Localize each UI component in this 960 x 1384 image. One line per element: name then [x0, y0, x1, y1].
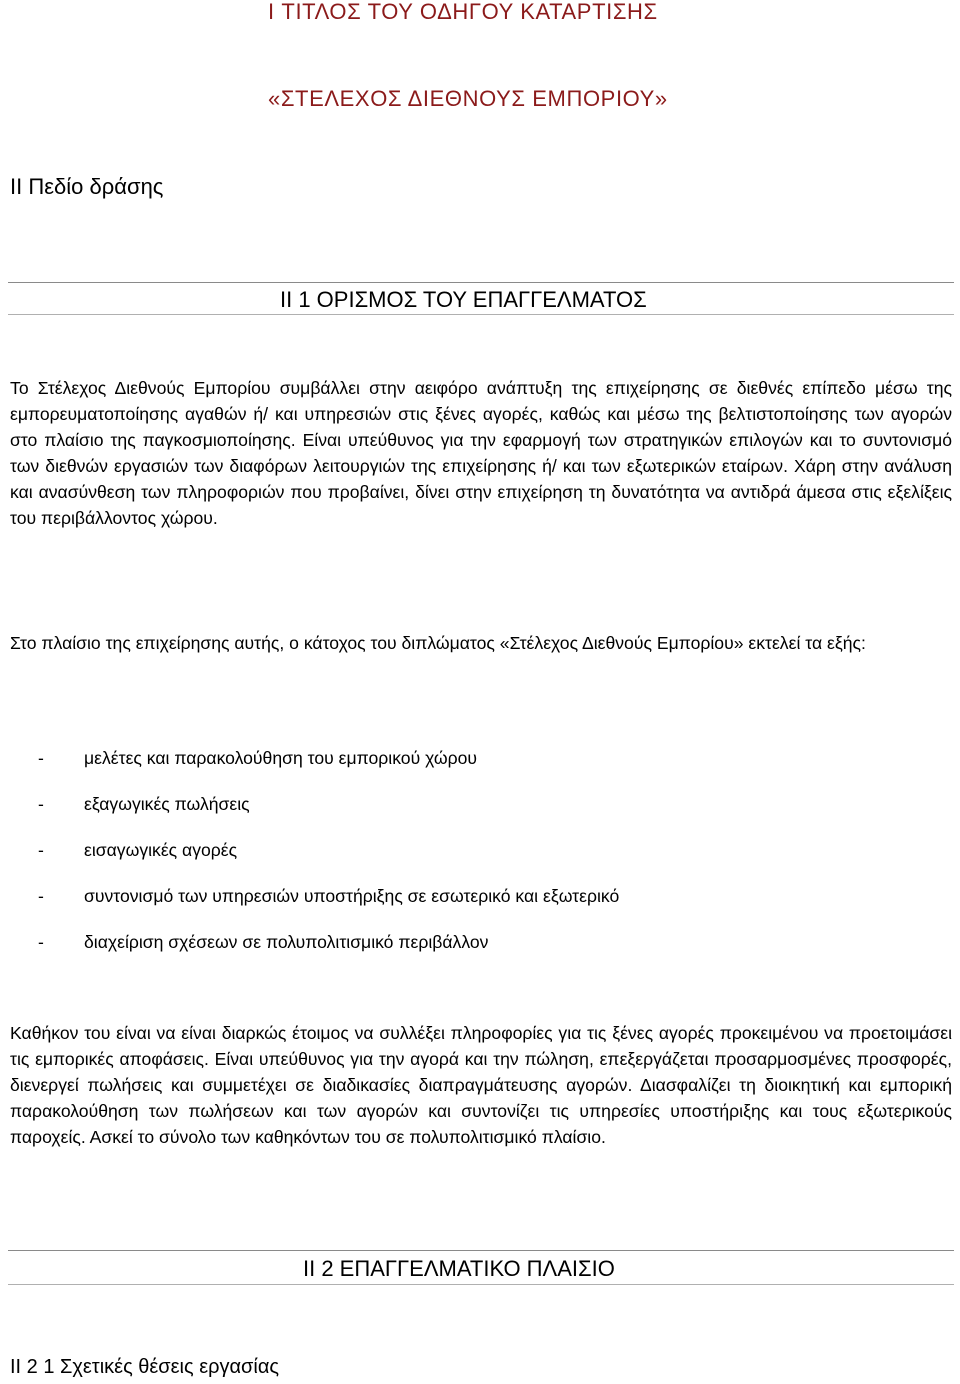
list-item — [38, 747, 477, 769]
list-item — [38, 885, 619, 907]
list-bullet: - — [38, 886, 44, 906]
document-title: I ΤΙΤΛΟΣ ΤΟΥ ΟΔΗΓΟΥ ΚΑΤΑΡΤΙΣΗΣ — [268, 0, 658, 24]
list-item-text: συντονισμό των υπηρεσιών υποστήριξης σε εσωτερικό και εξωτερικό — [84, 886, 620, 906]
heading-rule-bottom — [8, 1284, 954, 1285]
paragraph-duties: Καθήκον του είναι να είναι διαρκώς έτοιμος να συλλέξει πληροφορίες για τις ξένες αγορές προκειμένου να προετοιμάσει τις εμπορικές αποφάσεις. Είναι υπεύθυνος για την αγορά και την πώληση, επεξεργάζεται προσαρμοσμένες προσφορές, διενεργεί πωλήσεις και συμμετέχει σε διαδικασίες διαπραγμάτευσης αγορών. Διασφαλίζει τη διοικητική και εμπορική παρακολούθηση των πωλήσεων και των αγορών και συντονίζει τις υπηρεσίες υποστήριξης και τους εξωτερικούς παροχείς. Ασκεί το σύνολο των καθηκόντων του σε πολυπολιτισμικό πλαίσιο. — [10, 1023, 952, 1147]
heading-rule-top — [8, 282, 954, 283]
subsection-heading-positions: ΙΙ 2 1 Σχετικές θέσεις εργασίας — [10, 1356, 280, 1378]
section-heading-definition: ΙΙ 1 ΟΡΙΣΜΟΣ ΤΟΥ ΕΠΑΓΓΕΛΜΑΤΟΣ — [280, 287, 647, 312]
list-item — [38, 793, 250, 815]
list-item-text: εισαγωγικές αγορές — [84, 840, 238, 860]
list-item-text: διαχείριση σχέσεων σε πολυπολιτισμικό περιβάλλον — [84, 932, 489, 952]
section-heading-field: ΙΙ Πεδίο δράσης — [10, 174, 164, 199]
section-heading-context: ΙΙ 2 ΕΠΑΓΓΕΛΜΑΤΙΚΟ ΠΛΑΙΣΙΟ — [303, 1256, 615, 1281]
list-item — [38, 931, 488, 953]
list-bullet: - — [38, 794, 44, 814]
list-item-text: εξαγωγικές πωλήσεις — [84, 794, 250, 814]
document-subtitle: «ΣΤΕΛΕΧΟΣ ΔΙΕΘΝΟΥΣ ΕΜΠΟΡΙΟΥ» — [268, 86, 668, 111]
heading-rule-bottom — [8, 314, 954, 315]
list-bullet: - — [38, 840, 44, 860]
paragraph-intro-list: Στο πλαίσιο της επιχείρησης αυτής, ο κάτοχος του διπλώματος «Στέλεχος Διεθνούς Εμπορίου» εκτελεί τα εξής: — [10, 633, 866, 653]
list-bullet: - — [38, 932, 44, 952]
heading-rule-top — [8, 1250, 954, 1251]
list-item-text: μελέτες και παρακολούθηση του εμπορικού χώρου — [84, 748, 477, 768]
paragraph-definition: Το Στέλεχος Διεθνούς Εμπορίου συμβάλλει στην αειφόρο ανάπτυξη της επιχείρησης σε διεθνές επίπεδο μέσω της εμπορευματοποίησης αγαθών ή/ και υπηρεσιών στις ξένες αγορές, καθώς και μέσω της βελτιστοποίησης των αγορών στο πλαίσιο της παγκοσμιοποίησης. Είναι υπεύθυνος για την εφαρμογή των στρατηγικών επιλογών και το συντονισμό των διεθνών εργασιών των διαφόρων λειτουργιών της επιχείρησης ή/ και των εξωτερικών εταίρων. Χάρη στην ανάλυση και ανασύνθεση των πληροφοριών που προβαίνει, δίνει στην επιχείρηση τη δυνατότητα να αντιδρά άμεσα στις εξελίξεις του περιβάλλοντος χώρου. — [10, 378, 952, 528]
list-item — [38, 839, 237, 861]
list-bullet: - — [38, 748, 44, 768]
